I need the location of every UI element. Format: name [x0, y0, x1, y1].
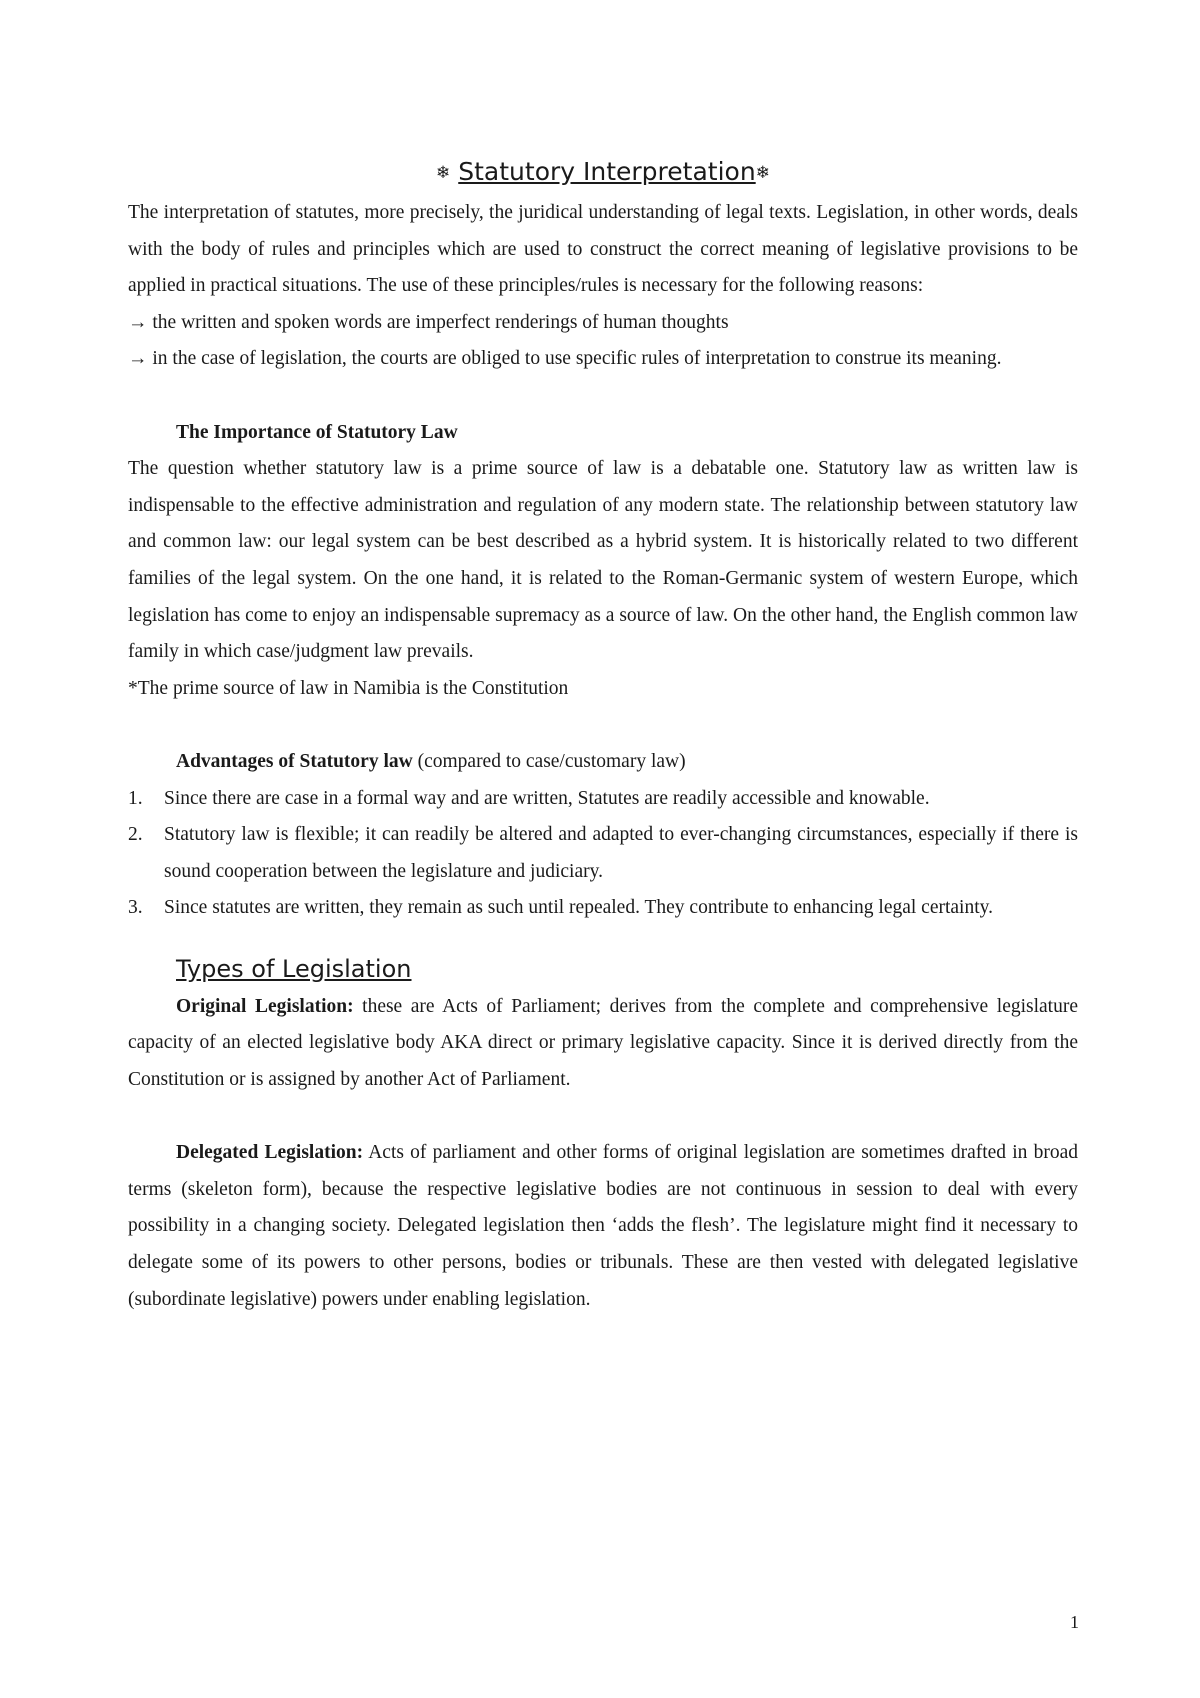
section-heading: Advantages of Statutory law (compared to case/customary law) [176, 750, 686, 772]
list-item: 2. Statutory law is flexible; it can readily be altered and adapted to ever-changing circumstances, especially if there is sound cooperation between the legislature and judiciary. [128, 824, 1078, 882]
types-heading: Types of Legislation [176, 954, 412, 983]
list-item: 3. Since statutes are written, they remain as such until repealed. They contribute to enhancing legal certainty. [128, 897, 993, 919]
list-item: 1. Since there are case in a formal way and are written, Statutes are readily accessible and knowable. [128, 787, 930, 809]
arrow-icon: → [128, 311, 148, 333]
arrow-icon: → [128, 348, 148, 370]
importance-note: *The prime source of law in Namibia is the Constitution [128, 677, 569, 699]
intro-bullet: → the written and spoken words are imperfect renderings of human thoughts [128, 311, 729, 333]
original-legislation-paragraph: Original Legislation: these are Acts of Parliament; derives from the complete and comprehensive legislature capacity of an elected legislative body AKA direct or primary legislative capacity. Since it is derived directly from the Constitution or is assigned by another Act of Parliament. [128, 995, 1078, 1091]
page-title [128, 150, 1078, 195]
delegated-legislation-paragraph: Delegated Legislation: Acts of parliament and other forms of original legislation are sometimes drafted in broad terms (skeleton form), because the respective legislative bodies are not continuous in session to deal with every possibility in a changing society. Delegated legislation then ‘adds the flesh’. The legislature might find it necessary to delegate some of its powers to other persons, bodies or tribunals. These are then vested with delegated legislative (subordinate legislative) powers under enabling legislation. [128, 1142, 1078, 1310]
snowflake-icon: ❄ [755, 163, 770, 183]
importance-paragraph: The question whether statutory law is a prime source of law is a debatable one. Statutory law as written law is indispensable to the effective administration and regulation of any modern state. The relationship between statutory law and common law: our legal system can be best described as a hybrid system. It is historically related to two different families of the legal system. On the one hand, it is related to the Roman-Germanic system of western Europe, which legislation has come to enjoy an indispensable supremacy as a source of law. On the other hand, the English common law family in which case/judgment law prevails. [128, 458, 1078, 663]
intro-paragraph: The interpretation of statutes, more precisely, the juridical understanding of legal texts. Legislation, in other words, deals with the body of rules and principles which are used to construct the correct meaning of legislative provisions to be applied in practical situations. The use of these principles/rules is necessary for the following reasons: [128, 202, 1078, 297]
title-text: Statutory Interpretation [458, 157, 756, 186]
snowflake-icon: ❄ [436, 163, 451, 183]
advantages-list [128, 781, 1078, 927]
document-page [128, 150, 1078, 1318]
section-heading: The Importance of Statutory Law [176, 421, 458, 443]
page-number: 1 [1070, 1612, 1079, 1632]
intro-bullet: → in the case of legislation, the courts are obliged to use specific rules of interpretation to construe its meaning. [128, 348, 1002, 370]
